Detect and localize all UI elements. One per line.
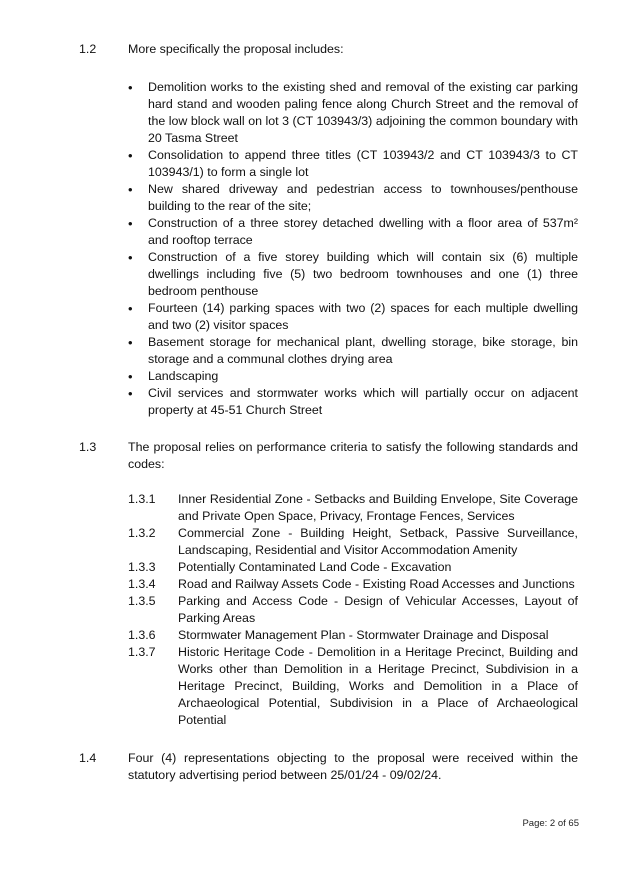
list-item <box>128 593 578 627</box>
section-intro: More specifically the proposal includes: <box>128 42 344 56</box>
list-item: • Civil services and stormwater works which will partially occur on adjacent property at 45-51 Church Street <box>127 385 578 419</box>
codes-list <box>128 491 578 729</box>
list-item: • New shared driveway and pedestrian access to townhouses/penthouse building to the rear of the site; <box>127 181 578 215</box>
list-item <box>128 559 578 576</box>
item-text: Inner Residential Zone - Setbacks and Building Envelope, Site Coverage and Private Open Space, Privacy, Frontage Fences, Services <box>178 492 578 523</box>
item-text: Stormwater Management Plan - Stormwater Drainage and Disposal <box>178 628 549 642</box>
proposal-list <box>127 79 578 419</box>
item-number: 1.3.5 <box>128 594 156 608</box>
item-number: 1.3.7 <box>128 645 156 659</box>
section-intro: The proposal relies on performance criteria to satisfy the following standards and codes: <box>128 440 578 471</box>
item-number: 1.3.2 <box>128 526 156 540</box>
item-number: 1.3.6 <box>128 628 156 642</box>
item-number: 1.3.1 <box>128 492 156 506</box>
item-number: 1.3.3 <box>128 560 156 574</box>
item-text: Potentially Contaminated Land Code - Excavation <box>178 560 452 574</box>
list-item: • Basement storage for mechanical plant, dwelling storage, bike storage, bin storage and a communal clothes drying area <box>127 334 578 368</box>
list-item: • Construction of a three storey detached dwelling with a floor area of 537m² and rooftop terrace <box>127 215 578 249</box>
list-item <box>128 576 578 593</box>
list-item: • Fourteen (14) parking spaces with two (2) spaces for each multiple dwelling and two (2) visitor spaces <box>127 300 578 334</box>
list-item: • Construction of a five storey building which will contain six (6) multiple dwellings including five (5) two bedroom townhouses and one (1) three bedroom penthouse <box>127 249 578 300</box>
page-number: Page: 2 of 65 <box>522 818 579 829</box>
list-item <box>128 491 578 525</box>
list-item: • Demolition works to the existing shed and removal of the existing car parking hard stand and wooden paling fence along Church Street and the removal of the low block wall on lot 3 (CT 103943/3) adjoining the common boundary with 20 Tasma Street <box>127 79 578 147</box>
section-text: Four (4) representations objecting to the proposal were received within the statutory advertising period between 25/01/24 - 09/02/24. <box>128 751 578 782</box>
list-item <box>128 644 578 729</box>
list-item <box>128 525 578 559</box>
list-item: • Consolidation to append three titles (CT 103943/2 and CT 103943/3 to CT 103943/1) to form a single lot <box>127 147 578 181</box>
item-text: Parking and Access Code - Design of Vehicular Accesses, Layout of Parking Areas <box>178 594 578 625</box>
section-number: 1.3 <box>79 440 97 454</box>
list-item: • Landscaping <box>127 368 578 385</box>
section-number: 1.4 <box>79 751 97 765</box>
item-text: Commercial Zone - Building Height, Setback, Passive Surveillance, Landscaping, Residential and Visitor Accommodation Amenity <box>178 526 578 557</box>
list-item <box>128 627 578 644</box>
item-text: Road and Railway Assets Code - Existing Road Accesses and Junctions <box>178 577 575 591</box>
item-number: 1.3.4 <box>128 577 156 591</box>
item-text: Historic Heritage Code - Demolition in a Heritage Precinct, Building and Works other than Demolition in a Heritage Precinct, Subdivision in a Heritage Precinct, Building, Works and Demolition in a Place of Archaeological Potential, Subdivision in a Place of Archaeological Potential <box>178 645 578 727</box>
section-number: 1.2 <box>79 42 97 56</box>
